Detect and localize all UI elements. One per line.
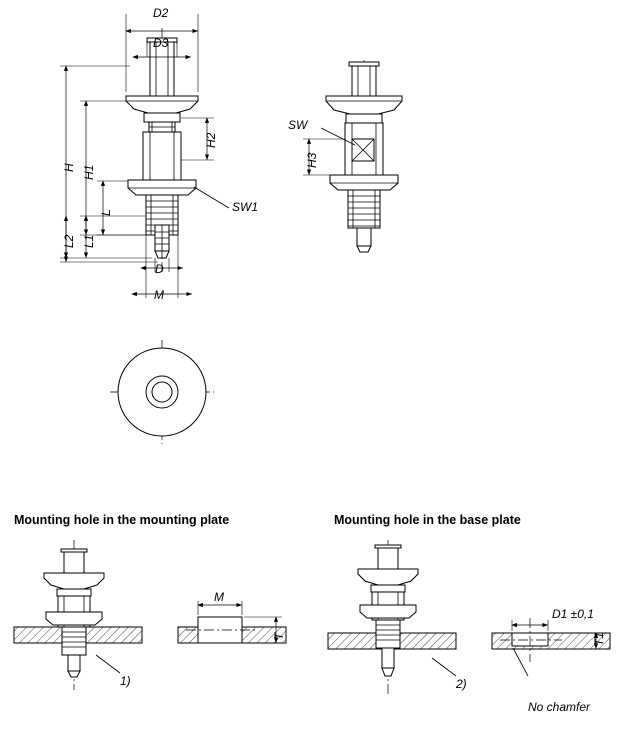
bottom-view-geometry bbox=[110, 340, 214, 444]
dim-H bbox=[60, 66, 152, 258]
label-SW1: SW1 bbox=[232, 200, 259, 214]
mounting-left-hole-section bbox=[178, 601, 286, 643]
label-hole-M: M bbox=[214, 590, 224, 604]
mounting-left-assembly bbox=[14, 540, 142, 690]
label-D3: D3 bbox=[153, 36, 169, 50]
front-view-geometry bbox=[126, 28, 198, 275]
label-hole-T1: T1 bbox=[592, 631, 606, 646]
heading-base-plate: Mounting hole in the base plate bbox=[334, 513, 521, 527]
label-note-1: 1) bbox=[120, 674, 131, 688]
leader-SW1 bbox=[194, 187, 229, 208]
label-H3: H3 bbox=[305, 152, 319, 168]
label-D: D bbox=[155, 262, 164, 276]
label-H: H bbox=[62, 163, 76, 172]
label-M: M bbox=[154, 288, 164, 302]
label-note-2: 2) bbox=[456, 677, 467, 691]
label-L2: L2 bbox=[62, 234, 76, 248]
mounting-right-hole-section bbox=[492, 618, 610, 676]
label-L1: L1 bbox=[82, 234, 96, 248]
label-H2: H2 bbox=[204, 132, 218, 148]
mounting-right-assembly bbox=[328, 540, 456, 695]
side-view-geometry bbox=[326, 60, 402, 252]
label-H1: H1 bbox=[82, 164, 96, 180]
label-L: L bbox=[99, 209, 113, 216]
label-hole-T: T bbox=[272, 632, 286, 640]
label-SW: SW bbox=[288, 118, 308, 132]
label-no-chamfer: No chamfer bbox=[528, 700, 591, 714]
label-D2: D2 bbox=[153, 6, 169, 20]
heading-mounting-plate: Mounting hole in the mounting plate bbox=[14, 513, 230, 527]
label-hole-D1: D1 ±0,1 bbox=[552, 607, 594, 621]
